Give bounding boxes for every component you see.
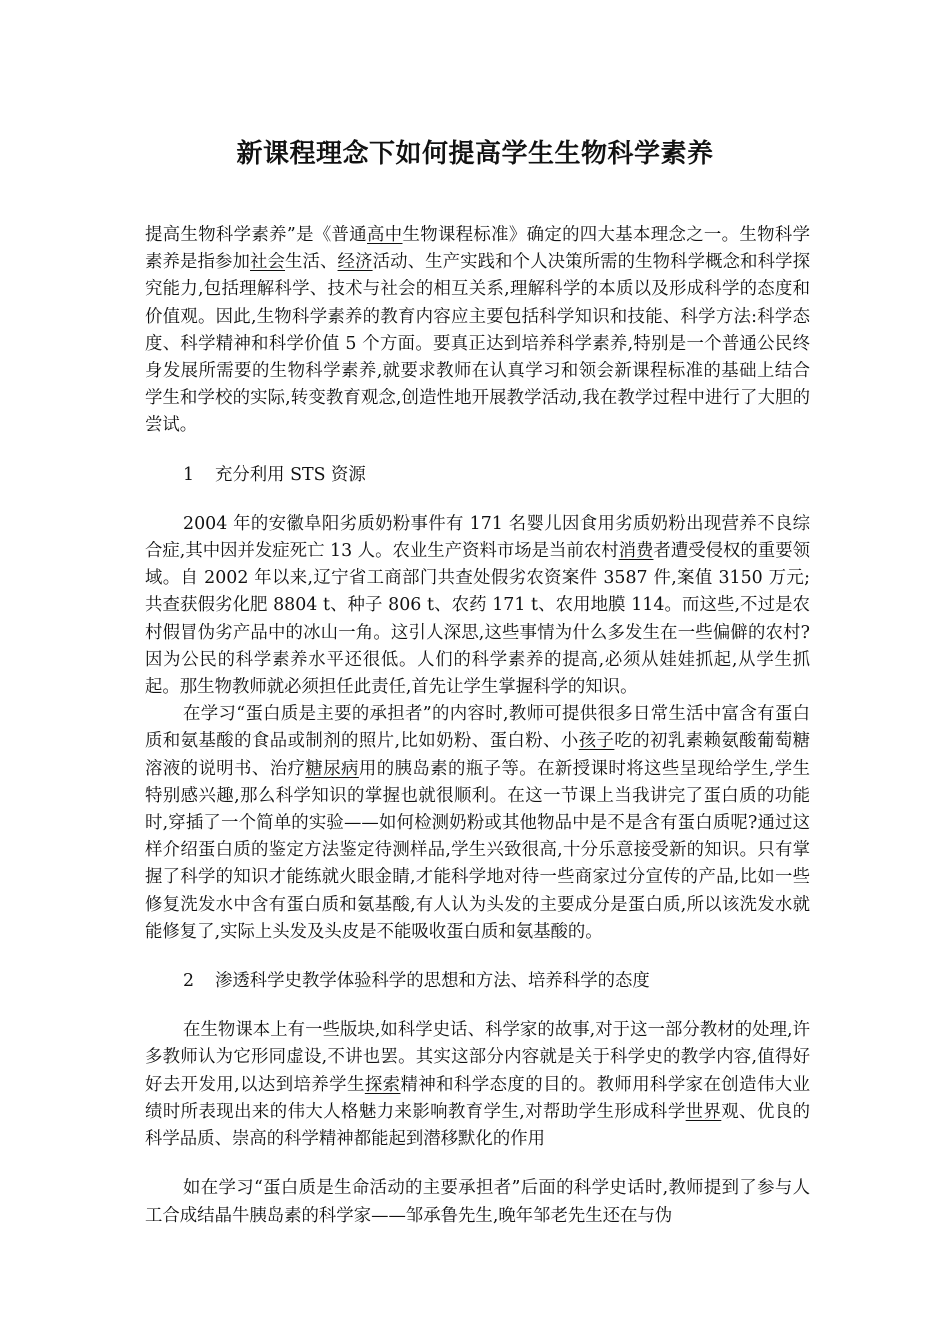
section-number: 2 — [183, 971, 195, 992]
underlined-term: 孩子 — [578, 731, 615, 752]
text-run: 活动、生产实践和个人决策所需的生物科学概念和科学探究能力,包括理解科学、技术与社会的相互关系,理解科学的本质以及形成科学的态度和价值观。因此,生物科学素养的教育内容应主要包括科学知识和技能、科学方法:科学态度、科学精神和科学价值 5 个方面。要真正达到培养科学素养,特别是一个普通公民终身发展所需要的生物科学素养,就要求教师在认真学习和领会新课程标准的基础上结合学生和学校的实际,转变教育观念,创造性地开展教学活动,我在教学过程中进行了大胆的尝试。 — [145, 252, 810, 436]
text-run: 者遭受侵权的重要领域。自 2002 年以来,辽宁省工商部门共查处假劣农资案件 3587 件,案值 3150 万元;共查获假劣化肥 8804 t、种子 806 t、农药 171 t、农用地膜 114。而这些,不过是农村假冒伪劣产品中的冰山一角。这引人深思,这些事情为什么多发生在一些偏僻的农村?因为公民的科学素养水平还很低。人们的科学素养的提高,必须从娃娃抓起,从学生抓起。那生物教师就必须担任此责任,首先让学生掌握科学的知识。 — [145, 541, 810, 698]
section-heading-text: 渗透科学史教学体验科学的思想和方法、培养科学的态度 — [215, 971, 650, 992]
document-title: 新课程理念下如何提高学生生物科学素养 — [236, 139, 714, 169]
body-paragraph — [145, 511, 810, 701]
underlined-term: 消费 — [618, 541, 654, 562]
body-paragraph — [145, 1175, 810, 1229]
underlined-term: 经济 — [337, 252, 373, 273]
underlined-term: 探索 — [364, 1074, 401, 1095]
text-run: 生物课程标准》确定的四大基本理念之一。生物科学素养是指参加 — [145, 225, 810, 273]
underlined-term: 高中 — [367, 225, 403, 245]
section-heading-text: 充分利用 STS 资源 — [215, 464, 366, 485]
section-heading — [145, 968, 810, 995]
text-run: 在学习“蛋白质是主要的承担者”的内容时,教师可提供很多日常生活中富含有蛋白质和氨基酸的食品或制剂的照片,比如奶粉、蛋白粉、小 — [145, 704, 810, 752]
body-paragraph — [145, 1017, 810, 1153]
underlined-term: 糖尿病 — [305, 758, 359, 779]
text-run: 精神和科学态度的目的。教师用科学家在创造伟大业绩时所表现出来的伟大人格魅力来影响教育学生,对帮助学生形成科学 — [145, 1074, 810, 1122]
text-run: 在生物课本上有一些版块,如科学史话、科学家的故事,对于这一部分教材的处理,许多教师认为它形同虚设,不讲也罢。其实这部分内容就是关于科学史的教学内容,值得好好去开发用,以达到培养学生 — [145, 1020, 810, 1095]
text-run: 生活、 — [285, 252, 338, 273]
underlined-term: 社会 — [250, 252, 286, 273]
text-run: 如在学习“蛋白质是生命活动的主要承担者”后面的科学史话时,教师提到了参与人工合成结晶牛胰岛素的科学家——邹承鲁先生,晚年邹老先生还在与伪 — [145, 1178, 810, 1226]
body-paragraph — [145, 701, 810, 946]
section-number: 1 — [183, 464, 195, 485]
text-run: 提高生物科学素养”是《普通 — [145, 225, 368, 245]
section-heading — [145, 462, 810, 489]
text-run: 用的胰岛素的瓶子等。在新授课时将这些呈现给学生,学生特别感兴趣,那么科学知识的掌握也就很顺利。在这一节课上当我讲完了蛋白质的功能时,穿插了一个简单的实验——如何检测奶粉或其他物品中是不是含有蛋白质呢?通过这样介绍蛋白质的鉴定方法鉴定待测样品,学生兴致很高,十分乐意接受新的知识。只有掌握了科学的知识才能练就火眼金睛,才能科学地对待一些商家过分宣传的产品,比如一些修复洗发水中含有蛋白质和氨基酸,有人认为头发的主要成分是蛋白质,所以该洗发水就能修复了,实际上头发及头皮是不能吸收蛋白质和氨基酸的。 — [145, 758, 810, 942]
body-paragraph — [145, 222, 810, 440]
text-run: 吃的初乳素赖氨酸葡萄糖溶液的说明书、治疗 — [145, 731, 810, 779]
document-body — [145, 222, 810, 1230]
text-run: 2004 年的安徽阜阳劣质奶粉事件有 171 名婴儿因食用劣质奶粉出现营养不良综合症,其中因并发症死亡 13 人。农业生产资料市场是当前农村 — [145, 513, 810, 562]
text-run: 观、优良的科学品质、崇高的科学精神都能起到潜移默化的作用 — [145, 1101, 810, 1150]
underlined-term: 世界 — [685, 1101, 722, 1122]
